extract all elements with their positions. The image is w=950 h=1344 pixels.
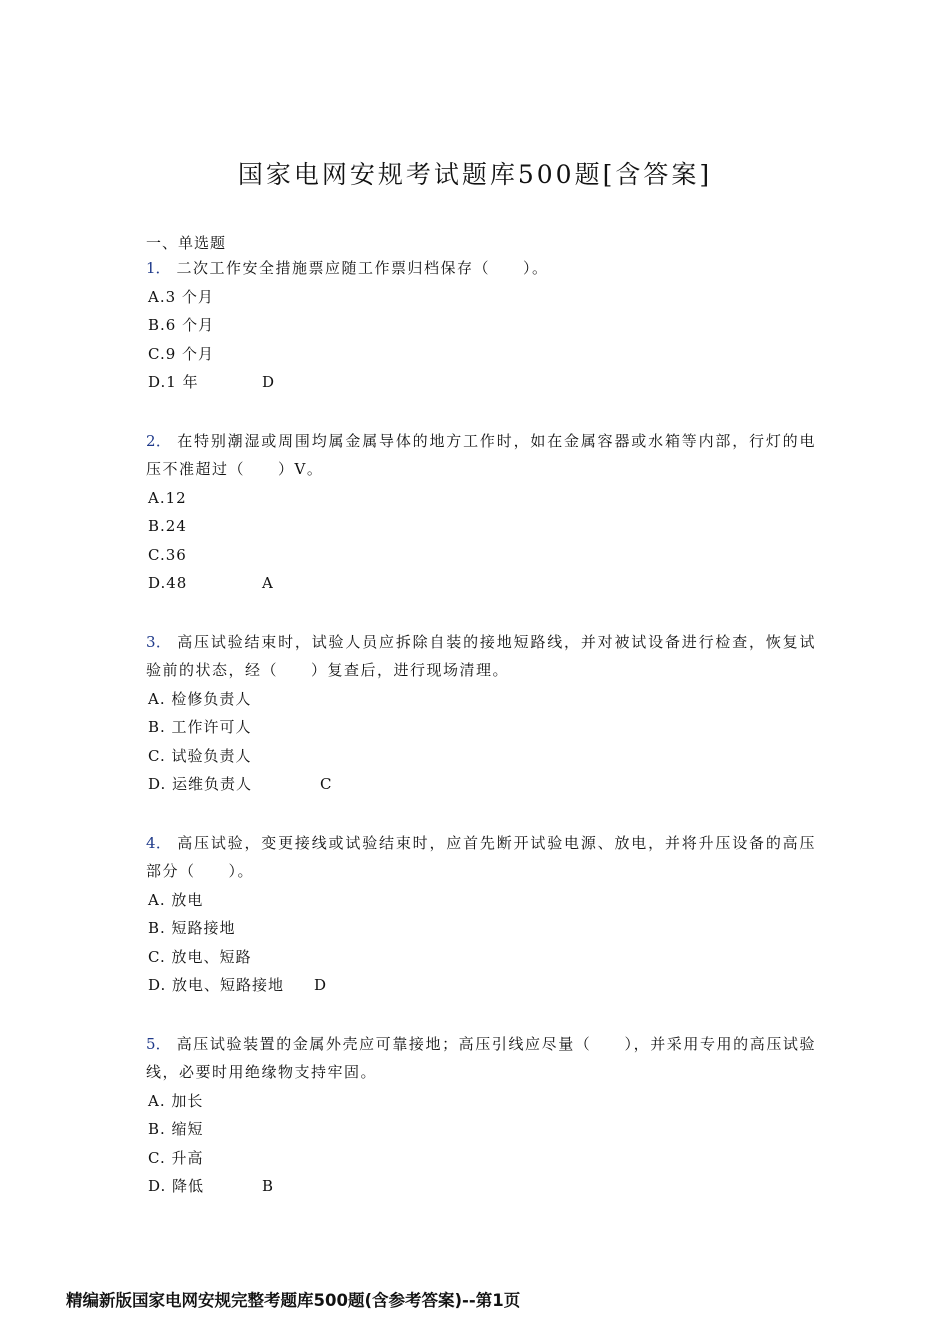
section-title: 一、单选题 xyxy=(146,234,227,252)
question-stem xyxy=(146,427,816,484)
option-c: C.9 个月 xyxy=(148,344,215,363)
question-number: 2． xyxy=(146,431,172,450)
option-d: D.48 A xyxy=(146,569,816,598)
option-b: B.24 xyxy=(148,517,187,535)
option-a: A. 检修负责人 xyxy=(148,689,252,708)
question-number: 3． xyxy=(146,632,172,651)
option-b: B. 短路接地 xyxy=(148,919,236,937)
option-c: C. 升高 xyxy=(148,1148,204,1167)
option-c: C.36 xyxy=(148,545,187,564)
question-3 xyxy=(146,628,816,799)
option-b: B. 缩短 xyxy=(148,1120,204,1138)
option-c: C. 放电、短路 xyxy=(148,947,252,966)
answer: D xyxy=(262,373,276,391)
option-b: B.6 个月 xyxy=(148,316,215,334)
question-4 xyxy=(146,829,816,1000)
question-number: 5． xyxy=(146,1034,171,1053)
question-5 xyxy=(146,1030,816,1201)
answer: D xyxy=(314,976,328,994)
question-2 xyxy=(146,427,816,598)
page-footer: 精编新版国家电网安规完整考题库500题(含参考答案)--第1页 xyxy=(66,1291,521,1310)
question-stem xyxy=(146,628,816,685)
answer: B xyxy=(262,1177,275,1195)
option-b: B. 工作许可人 xyxy=(148,718,252,736)
answer: C xyxy=(320,775,333,793)
option-a: A.12 xyxy=(148,488,187,507)
option-a: A. 放电 xyxy=(148,890,204,909)
question-stem xyxy=(146,1030,816,1087)
question-stem xyxy=(146,829,816,886)
document-title: 国家电网安规考试题库500题[含答案] xyxy=(237,160,713,189)
question-text: 高压试验装置的金属外壳应可靠接地；高压引线应尽量（ ），并采用专用的高压试验线，必要时用绝缘物支持牢固。 xyxy=(146,1034,816,1081)
question-text: 二次工作安全措施票应随工作票归档保存（ ）。 xyxy=(176,259,549,277)
question-text: 在特别潮湿或周围均属金属导体的地方工作时，如在金属容器或水箱等内部，行灯的电压不准超过（ ）V。 xyxy=(146,431,816,478)
option-d: D. 放电、短路接地 D xyxy=(146,971,816,1000)
question-text: 高压试验结束时，试验人员应拆除自装的接地短路线，并对被试设备进行检查，恢复试验前的状态，经（ ）复查后，进行现场清理。 xyxy=(146,632,816,679)
option-a: A. 加长 xyxy=(148,1091,204,1110)
option-d: D.1 年 D xyxy=(146,368,816,397)
question-stem xyxy=(146,254,816,283)
option-a: A.3 个月 xyxy=(148,287,214,306)
question-number: 1． xyxy=(146,259,171,277)
option-d: D. 运维负责人 C xyxy=(146,770,816,799)
option-d: D. 降低 B xyxy=(146,1172,816,1201)
question-text: 高压试验，变更接线或试验结束时，应首先断开试验电源、放电，并将升压设备的高压部分（ ）。 xyxy=(146,833,816,880)
question-number: 4． xyxy=(146,833,172,852)
option-c: C. 试验负责人 xyxy=(148,746,252,765)
question-1 xyxy=(146,254,816,397)
answer: A xyxy=(262,574,274,592)
question-list xyxy=(146,232,816,1231)
